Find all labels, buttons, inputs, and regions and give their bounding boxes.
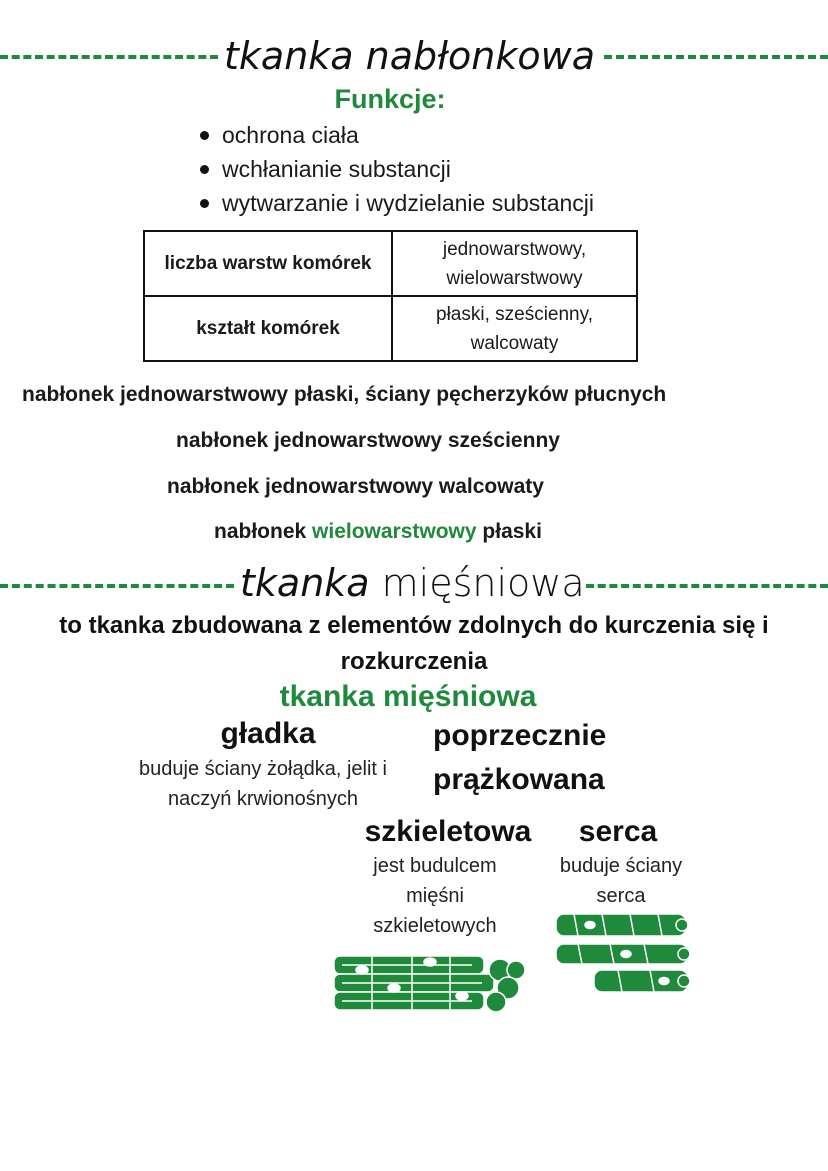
skeletal-muscle-fiber-icon xyxy=(332,948,528,1016)
smooth-muscle-desc: buduje ściany żołądka, jelit i naczyń krwionośnych xyxy=(139,758,387,810)
epithelium-type-4 xyxy=(214,520,542,544)
section1-title: tkanka nabłonkowa xyxy=(224,34,596,78)
smooth-muscle-name: gładka xyxy=(220,717,316,750)
type-4-highlight: wielowarstwowy xyxy=(312,520,477,543)
striated-muscle-name: poprzecznie prążkowana xyxy=(433,719,607,796)
cardiac-muscle-name: serca xyxy=(578,815,658,848)
section2-title-italic: tkanka xyxy=(240,561,370,605)
epithelium-type-3: nabłonek jednowarstwowy walcowaty xyxy=(167,475,544,498)
type-4-prefix: nabłonek xyxy=(214,520,313,543)
section1-title-row xyxy=(0,33,828,79)
functions-list xyxy=(196,118,594,220)
table-row xyxy=(144,296,637,361)
title-dash-right xyxy=(586,584,828,588)
skeletal-muscle-desc: jest budulcem mięśni szkieletowych xyxy=(373,855,497,937)
table-cell-key: kształt komórek xyxy=(144,296,392,361)
epithelium-type-2: nabłonek jednowarstwowy sześcienny xyxy=(176,429,560,452)
skeletal-muscle-name: szkieletowa xyxy=(364,815,532,848)
epithelium-type-1: nabłonek jednowarstwowy płaski, ściany pęcherzyków płucnych xyxy=(22,383,667,406)
muscle-subheading: tkanka mięśniowa xyxy=(279,680,537,713)
table-row xyxy=(144,231,637,296)
functions-heading: Funkcje: xyxy=(334,84,446,114)
list-item: wchłanianie substancji xyxy=(196,152,594,186)
muscle-definition: to tkanka zbudowana z elementów zdolnych do kurczenia się i rozkurczenia xyxy=(59,612,769,675)
cardiac-muscle-fiber-icon xyxy=(554,910,694,998)
title-dash-left xyxy=(0,584,234,588)
title-dash-left xyxy=(0,55,218,59)
table-cell-key: liczba warstw komórek xyxy=(144,231,392,296)
section2-title-row xyxy=(0,560,828,606)
section2-title-rest: mięśniowa xyxy=(369,561,585,605)
list-item: wytwarzanie i wydzielanie substancji xyxy=(196,186,594,220)
cardiac-muscle-desc: buduje ściany serca xyxy=(559,855,683,907)
section2-title xyxy=(240,560,585,606)
properties-table xyxy=(143,230,638,362)
title-dash-right xyxy=(604,55,828,59)
list-item: ochrona ciała xyxy=(196,118,594,152)
type-4-suffix: płaski xyxy=(476,520,542,543)
table-cell-value: jednowarstwowy, wielowarstwowy xyxy=(392,231,637,296)
table-cell-value: płaski, sześcienny, walcowaty xyxy=(392,296,637,361)
